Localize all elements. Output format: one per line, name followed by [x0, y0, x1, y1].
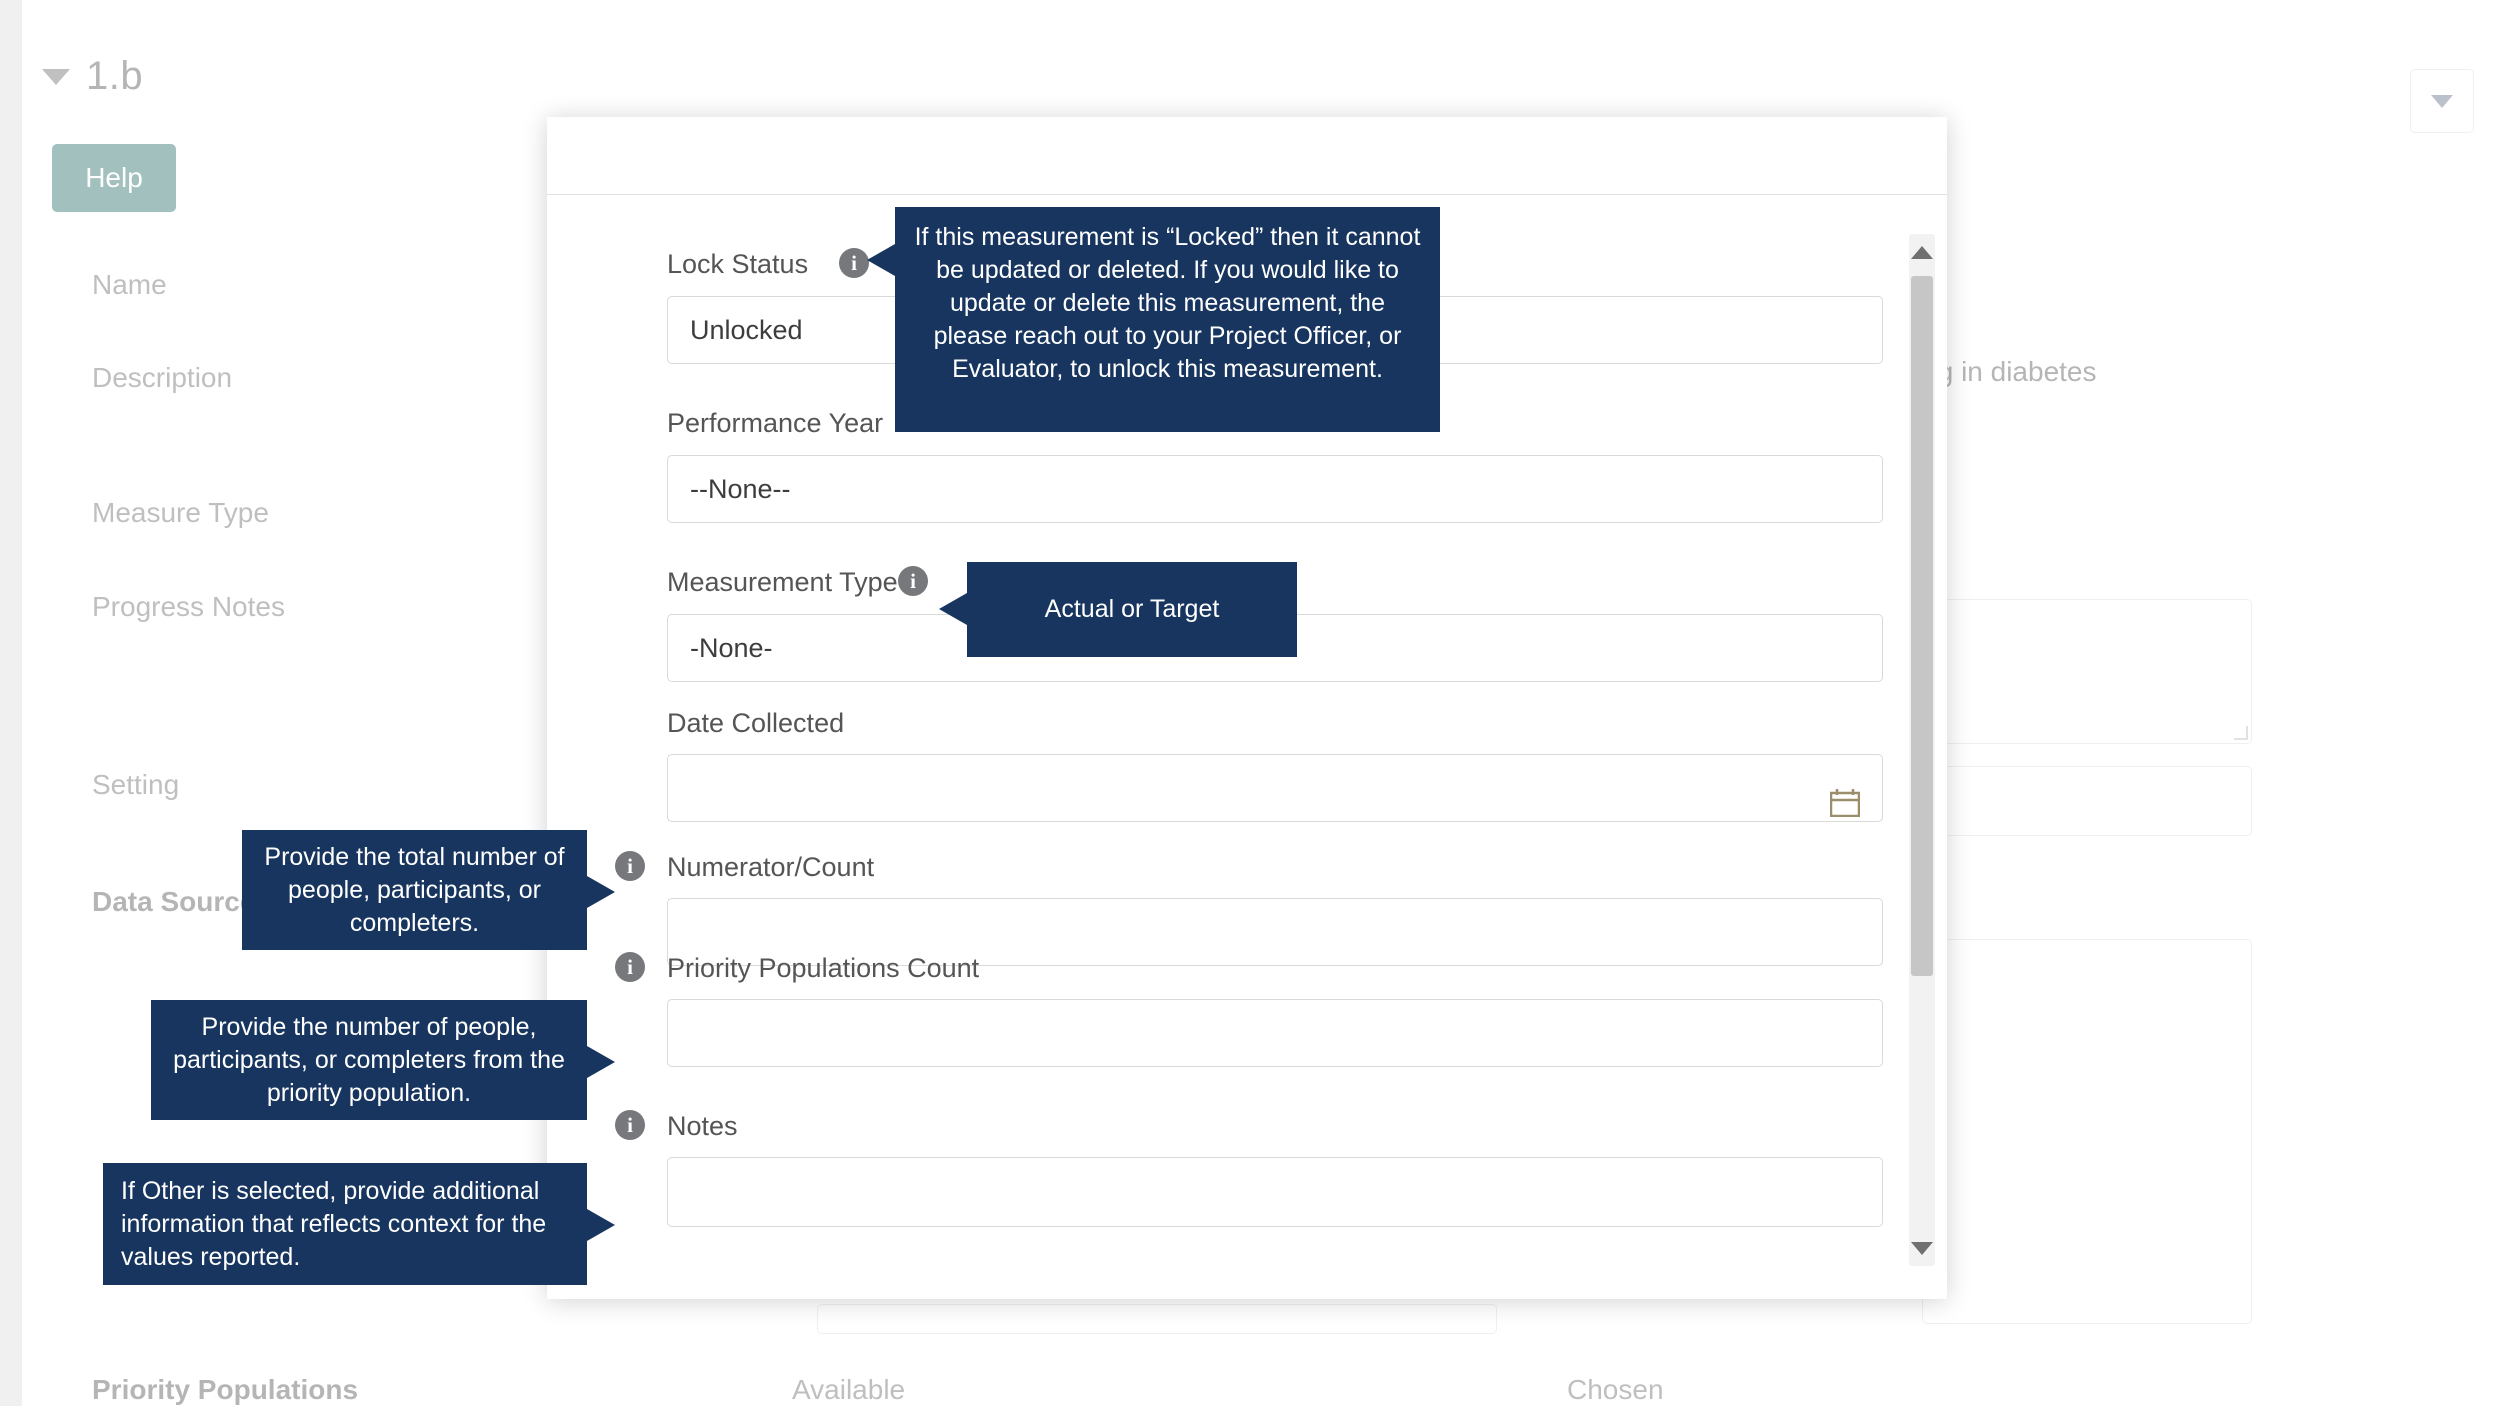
date-collected-input[interactable] — [667, 754, 1883, 822]
label-numerator-count: Numerator/Count — [667, 852, 875, 882]
label-priority-populations-count: Priority Populations Count — [667, 953, 980, 983]
label-notes: Notes — [667, 1111, 738, 1141]
modal-header — [547, 117, 1947, 195]
close-icon[interactable] — [1900, 22, 1958, 80]
performance-year-select[interactable]: --None-- — [667, 455, 1883, 523]
lock-status-input[interactable]: Unlocked — [667, 296, 1883, 364]
scroll-down-arrow-icon[interactable] — [1910, 1236, 1934, 1260]
notes-input[interactable] — [667, 1157, 1883, 1227]
label-performance-year: Performance Year — [667, 408, 884, 438]
callout-text: Provide the total number of people, participants, or completers. — [264, 842, 565, 937]
label-lock-status: Lock Status — [667, 249, 809, 279]
priority-populations-count-input[interactable] — [667, 999, 1883, 1067]
measurement-type-select[interactable]: -None- — [667, 614, 1883, 682]
info-icon-numerator-count[interactable]: i — [615, 851, 645, 881]
callout-text: If this measurement is “Locked” then it cannot be updated or deleted. If you would like to update or delete this measurement, the please reach out to your Project Officer, or Evaluator, to unlock this measurement. — [914, 223, 1421, 383]
info-icon-priority-populations-count[interactable]: i — [615, 952, 645, 982]
callout-text: Provide the number of people, participants, or completers from the priority population. — [173, 1012, 565, 1107]
calendar-icon[interactable] — [1830, 775, 1860, 803]
notes-callout — [103, 1163, 587, 1285]
info-icon-lock-status[interactable]: i — [839, 248, 869, 278]
label-date-collected: Date Collected — [667, 708, 845, 738]
info-icon-measurement-type[interactable]: i — [898, 566, 928, 596]
measurement-type-callout — [967, 562, 1297, 657]
scroll-up-arrow-icon[interactable] — [1910, 240, 1934, 264]
numerator-count-callout — [242, 830, 587, 950]
callout-text: Actual or Target — [1044, 595, 1220, 623]
priority-populations-count-callout — [151, 1000, 587, 1120]
lock-status-callout — [895, 207, 1440, 432]
callout-text: If Other is selected, provide additional information that reflects context for the values reported. — [121, 1176, 547, 1271]
modal-scrollbar-thumb[interactable] — [1911, 276, 1933, 976]
info-icon-notes[interactable]: i — [615, 1110, 645, 1140]
label-measurement-type: Measurement Type — [667, 567, 898, 597]
